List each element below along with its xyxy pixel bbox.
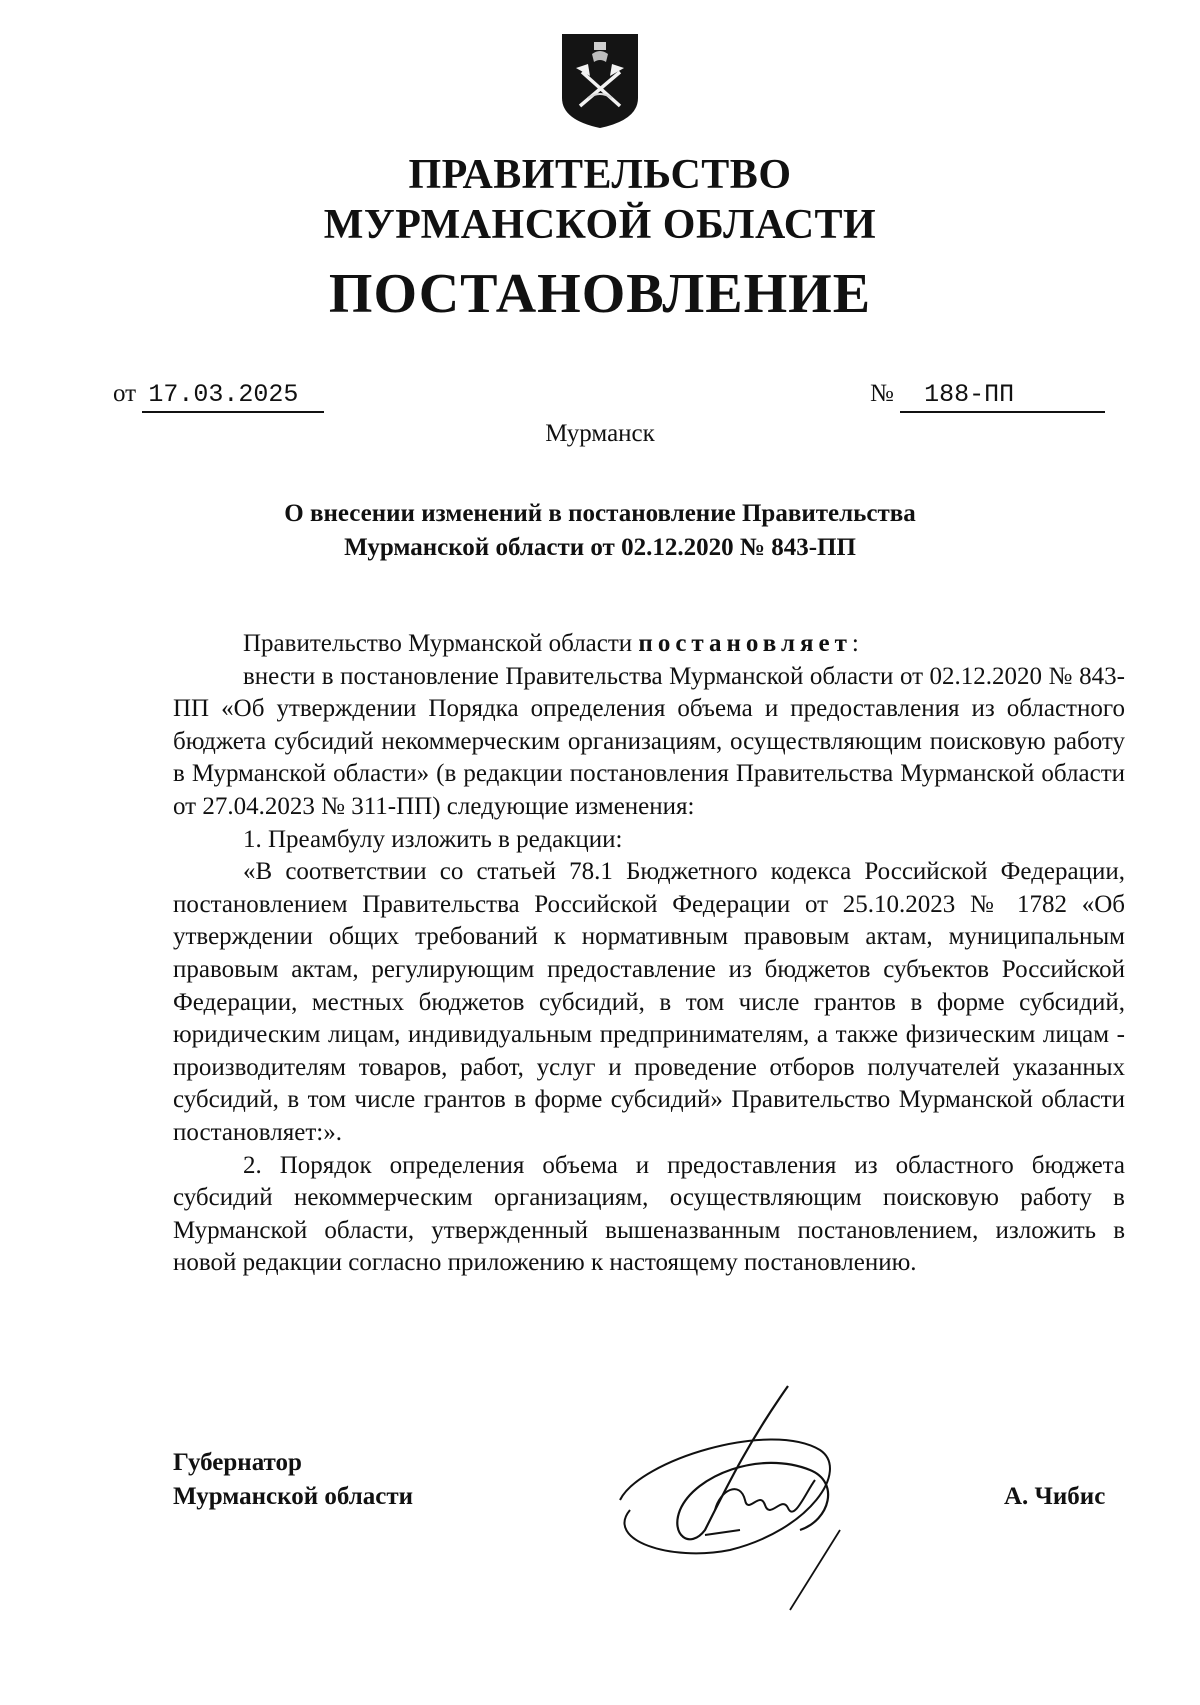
city-name: Мурманск xyxy=(545,420,655,447)
intro-tail: : xyxy=(851,630,859,657)
subject-line2: Мурманской области от 02.12.2020 № 843-ПП xyxy=(344,534,856,561)
signatory-position-line2: Мурманской области xyxy=(173,1483,414,1510)
document-number: 188-ПП xyxy=(900,379,1105,413)
signatory-name: А. Чибис xyxy=(1004,1483,1106,1510)
paragraph-preamble-text: «В соответствии со статьей 78.1 Бюджетного кодекса Российской Федерации, постановлением Правительства Российской Федерации от 25.10.2023 № 1782 «Об утверждении общих требований к нормативным правовым актам, муниципальным правовым актам, регулирующим предоставление из бюджетов субъектов Российской Федерации, местных бюджетов субсидий, в том числе грантов в форме субсидий, юридическим лицам, индивидуальным предпринимателям, а также физическим лицам - производителям товаров, работ, услуг и проведение отборов получателей указанных субсидий, в том числе грантов в форме субсидий» Правительство Мурманской области постановляет:». xyxy=(173,858,1125,1146)
intro-verb: постановляет xyxy=(638,630,852,657)
authority-name-line1: ПРАВИТЕЛЬСТВО xyxy=(408,152,792,198)
number-block xyxy=(870,378,1105,413)
signatory-position-line1: Губернатор xyxy=(173,1449,302,1476)
paragraph-item-2: 2. Порядок определения объема и предоставления из областного бюджета субсидий некоммерческим организациям, осуществляющим поисковую работу в Мурманской области, утвержденный вышеназванным постановлением, изложить в новой редакции согласно приложению к настоящему постановлению. xyxy=(173,1151,1125,1277)
intro-lead: Правительство Мурманской области xyxy=(243,630,633,657)
authority-name-line2: МУРМАНСКОЙ ОБЛАСТИ xyxy=(323,202,877,248)
document-body xyxy=(173,628,1125,1280)
document-type-title: ПОСТАНОВЛЕНИЕ xyxy=(328,263,872,325)
document-date: 17.03.2025 xyxy=(142,379,324,413)
paragraph-amendment-intro: внести в постановление Правительства Мурманской области от 02.12.2020 № 843-ПП «Об утверждении Порядка определения объема и предоставления из областного бюджета субсидий некоммерческим организациям, осуществляющим поисковую работу в Мурманской области» (в редакции постановления Правительства Мурманской области от 27.04.2023 № 311-ПП) следующие изменения: xyxy=(173,662,1125,820)
date-prefix: от xyxy=(113,380,137,407)
document-subject xyxy=(200,497,1000,565)
date-block xyxy=(113,378,324,413)
coat-of-arms-icon xyxy=(558,28,642,130)
signatory-position xyxy=(173,1446,413,1514)
number-prefix: № xyxy=(870,380,894,407)
signature-icon xyxy=(610,1380,900,1620)
intro-paragraph xyxy=(173,628,1125,661)
paragraph-item-1: 1. Преамбулу изложить в редакции: xyxy=(243,825,623,853)
subject-line1: О внесении изменений в постановление Правительства xyxy=(284,500,916,527)
